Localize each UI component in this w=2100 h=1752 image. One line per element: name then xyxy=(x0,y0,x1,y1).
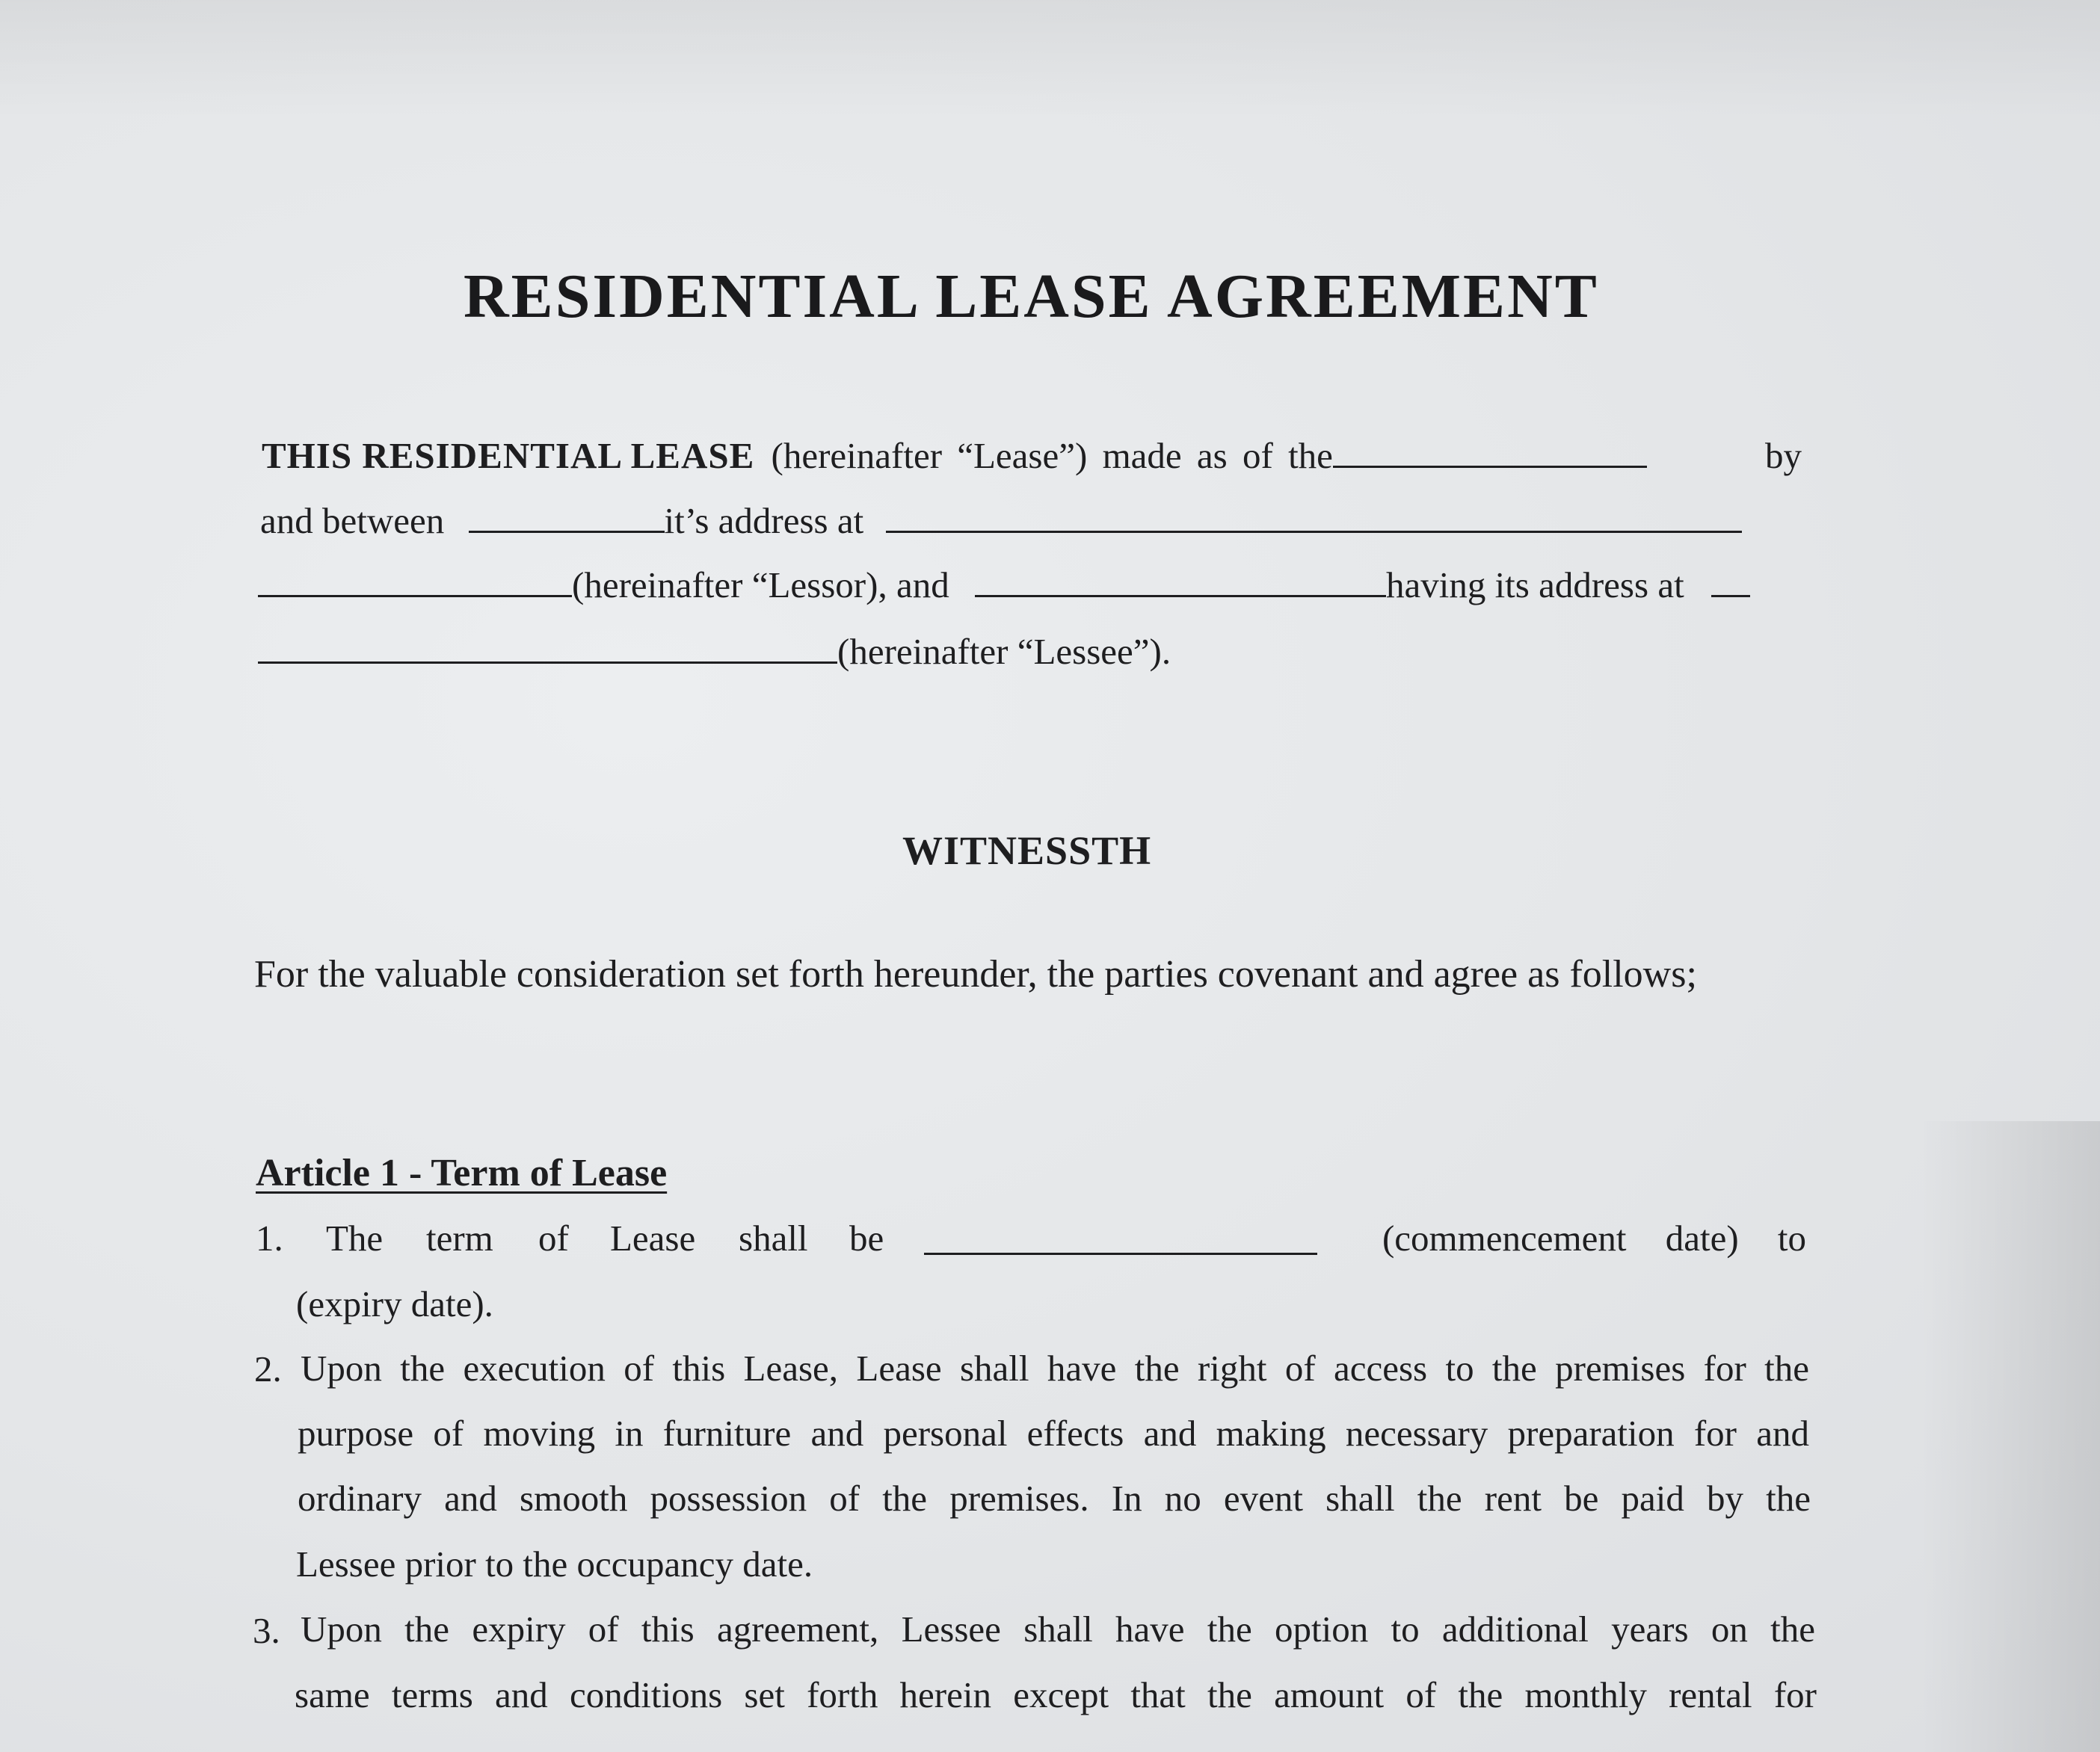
preamble-line3-b: having its address at xyxy=(1385,564,1684,605)
preamble-line-4 xyxy=(258,633,1171,670)
preamble-line1-end: by xyxy=(1765,435,1802,476)
article1-item1-number: 1. xyxy=(256,1218,283,1259)
commencement-date-blank[interactable] xyxy=(924,1224,1317,1255)
preamble-line-3 xyxy=(258,564,1750,605)
article1-item2-line4: Lessee prior to the occupancy date. xyxy=(296,1543,813,1585)
article1-item2-line3: ordinary and smooth possession of the premises. In no event shall the rent be paid by the xyxy=(298,1478,1811,1519)
lessor-name-blank[interactable] xyxy=(469,502,665,533)
preamble-lead: THIS RESIDENTIAL LEASE xyxy=(262,435,755,476)
article-1-heading: Article 1 - Term of Lease xyxy=(256,1152,668,1194)
lessee-name-blank[interactable] xyxy=(975,567,1386,597)
item1-tail: (commencement date) to xyxy=(1382,1218,1806,1259)
preamble-line-2 xyxy=(260,502,1742,539)
lease-date-blank[interactable] xyxy=(1333,437,1647,468)
article1-item3-line2: same terms and conditions set forth herein except that the amount of the monthly rental for xyxy=(295,1674,1817,1715)
preamble-line1-text: (hereinafter “Lease”) made as of the xyxy=(771,435,1333,476)
preamble-line2-b: it’s address at xyxy=(664,500,864,541)
preamble-line3-a: (hereinafter “Lessor), and xyxy=(572,564,949,605)
preamble-line2-a: and between xyxy=(260,500,445,541)
lessor-address-cont-blank[interactable] xyxy=(258,567,572,597)
item1-word-of: of xyxy=(538,1218,569,1259)
article1-item3-line1: Upon the expiry of this agreement, Lessee shall have the option to additional years on the xyxy=(301,1608,1815,1650)
lessee-address-start-blank[interactable] xyxy=(1711,567,1750,597)
witness-heading: WITNESSTH xyxy=(902,828,1152,873)
document-title: RESIDENTIAL LEASE AGREEMENT xyxy=(464,262,1599,331)
item1-word-shall: shall xyxy=(739,1218,808,1259)
item1-word-be: be xyxy=(849,1218,884,1259)
item1-word-term: term xyxy=(426,1218,493,1259)
intro-paragraph: For the valuable consideration set forth hereunder, the parties covenant and agree as follows; xyxy=(254,953,1697,996)
lessee-address-blank[interactable] xyxy=(258,633,837,664)
article1-item2-line2: purpose of moving in furniture and personal effects and making necessary preparation for and xyxy=(298,1413,1809,1454)
lessor-address-blank[interactable] xyxy=(886,502,1742,533)
item1-word-the: The xyxy=(326,1218,384,1259)
article1-item2-number: 2. xyxy=(254,1348,282,1389)
item1-word-lease: Lease xyxy=(610,1218,696,1259)
page-shadow-top xyxy=(0,0,2100,120)
article1-item2-line1: Upon the execution of this Lease, Lease shall have the right of access to the premises for the xyxy=(301,1348,1809,1389)
page-shadow-right xyxy=(1921,1121,2100,1752)
preamble-line4: (hereinafter “Lessee”). xyxy=(837,631,1171,672)
article1-item1-line2: (expiry date). xyxy=(296,1283,493,1324)
article1-item3-number: 3. xyxy=(253,1610,280,1651)
preamble-line-1 xyxy=(262,437,1802,474)
